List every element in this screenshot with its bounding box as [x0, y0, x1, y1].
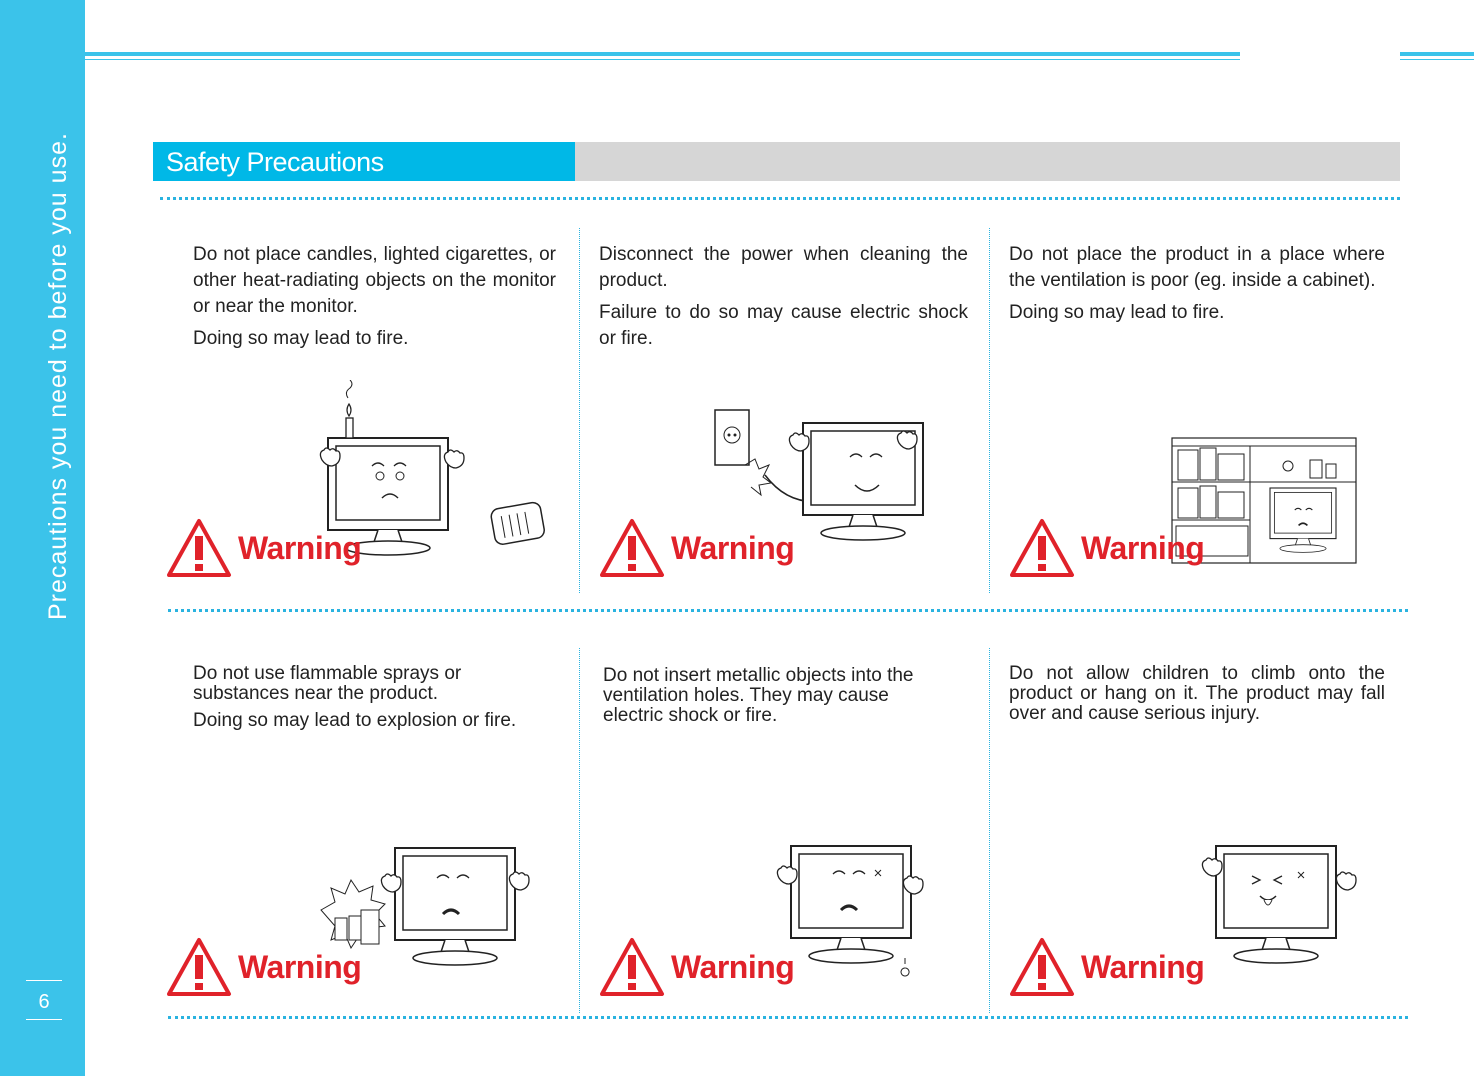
cell-5-text	[603, 666, 948, 732]
top-rule-right	[1400, 52, 1474, 56]
top-rule	[85, 52, 1240, 56]
metal-objects-illustration	[775, 838, 935, 978]
top-rule-thin	[85, 59, 1240, 60]
cell-5-warning	[599, 937, 799, 997]
grid-divider-4	[989, 648, 990, 1013]
cell-3-paragraph-2: Doing so may lead to fire.	[1009, 302, 1225, 323]
grid-rule-top	[160, 197, 1400, 200]
warning-label: Warning	[1081, 949, 1205, 985]
grid-divider-2	[989, 228, 990, 593]
grid-divider-3	[579, 648, 580, 1013]
page-number-rule-bottom	[26, 1019, 62, 1020]
cell-4-text	[193, 664, 553, 740]
cell-2-text	[599, 242, 968, 358]
warning-triangle-icon	[1009, 518, 1075, 578]
sidebar-vertical-title: Precautions you need to before you use.	[44, 132, 72, 620]
cell-1-paragraph-1: Do not place candles, lighted cigarettes, or other heat-radiating objects on the monitor or near the monitor.	[193, 244, 556, 317]
warning-triangle-icon	[166, 937, 232, 997]
sidebar	[0, 0, 85, 1076]
page-number: 6	[38, 991, 50, 1013]
cell-3-paragraph-1: Do not place the product in a place where the ventilation is poor (eg. inside a cabinet).	[1009, 244, 1385, 291]
warning-triangle-icon	[166, 518, 232, 578]
cell-1-text	[193, 242, 556, 358]
page-number-rule-top	[26, 980, 62, 981]
grid-divider-1	[579, 228, 580, 593]
cell-2-paragraph-2: Failure to do so may cause electric shock or fire.	[599, 302, 968, 349]
grid-rule-bottom	[168, 1016, 1408, 1019]
cell-6-warning	[1009, 937, 1209, 997]
cell-4-warning	[166, 937, 366, 997]
warning-triangle-icon	[599, 518, 665, 578]
cell-5-paragraph-1: Do not insert metallic objects into the ventilation holes. They may cause electric shock or fire.	[603, 665, 914, 726]
grid-rule-middle	[168, 609, 1408, 612]
top-rule-right-thin	[1400, 59, 1474, 60]
warning-label: Warning	[238, 949, 362, 985]
cell-4-paragraph-1: Do not use flammable sprays or substances near the product.	[193, 663, 462, 704]
cell-6-text	[1009, 664, 1385, 730]
cell-2-paragraph-1: Disconnect the power when cleaning the product.	[599, 244, 968, 291]
section-title: Safety Precautions	[166, 147, 384, 177]
cell-2-warning	[599, 518, 799, 578]
cell-1-paragraph-2: Doing so may lead to fire.	[193, 328, 409, 349]
section-header-gray-bar	[575, 142, 1400, 181]
cell-6-paragraph-1: Do not allow children to climb onto the product or hang on it. The product may fall over and cause serious injury.	[1009, 663, 1385, 724]
warning-label: Warning	[671, 949, 795, 985]
cell-1-warning	[166, 518, 366, 578]
cell-4-paragraph-2: Doing so may lead to explosion or fire.	[193, 710, 517, 731]
warning-label: Warning	[1081, 530, 1205, 566]
warning-label: Warning	[238, 530, 362, 566]
cell-3-text	[1009, 242, 1385, 332]
warning-triangle-icon	[1009, 937, 1075, 997]
warning-label: Warning	[671, 530, 795, 566]
child-hanging-illustration	[1200, 838, 1370, 978]
cell-3-warning	[1009, 518, 1209, 578]
warning-triangle-icon	[599, 937, 665, 997]
